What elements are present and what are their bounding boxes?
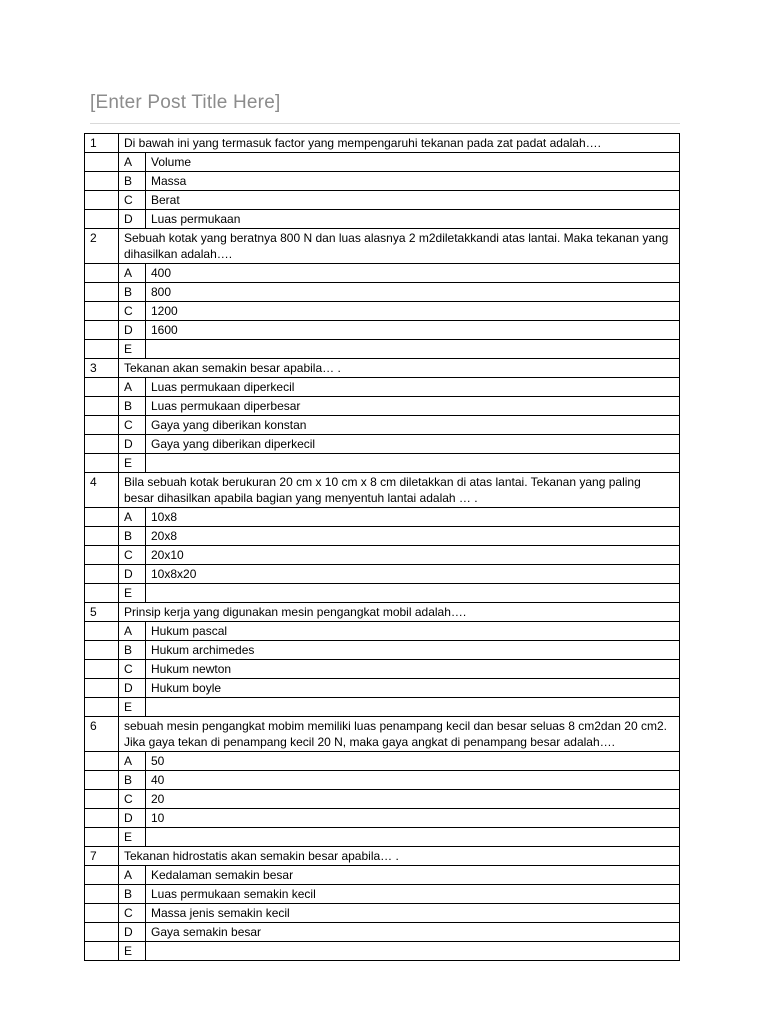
option-letter: A <box>119 752 146 771</box>
question-text: sebuah mesin pengangkat mobim memiliki luas penampang kecil dan besar seluas 8 cm2dan 20 cm2. Jika gaya tekan di penampang kecil 20 N, maka gaya angkat di penampang besar adalah…. <box>119 717 680 752</box>
question-row <box>85 359 680 378</box>
option-text: Berat <box>146 191 680 210</box>
option-letter: E <box>119 340 146 359</box>
option-letter: D <box>119 923 146 942</box>
option-text: Hukum newton <box>146 660 680 679</box>
option-spacer-cell <box>85 508 119 527</box>
option-spacer-cell <box>85 264 119 283</box>
option-row <box>85 752 680 771</box>
option-row <box>85 508 680 527</box>
option-letter: B <box>119 641 146 660</box>
option-row <box>85 622 680 641</box>
option-letter: C <box>119 790 146 809</box>
option-letter: B <box>119 771 146 790</box>
option-letter: A <box>119 508 146 527</box>
option-row <box>85 302 680 321</box>
option-row <box>85 153 680 172</box>
option-letter: B <box>119 172 146 191</box>
option-spacer-cell <box>85 809 119 828</box>
option-spacer-cell <box>85 378 119 397</box>
option-spacer-cell <box>85 923 119 942</box>
option-letter: A <box>119 378 146 397</box>
option-row <box>85 904 680 923</box>
option-letter: A <box>119 622 146 641</box>
option-spacer-cell <box>85 340 119 359</box>
option-spacer-cell <box>85 454 119 473</box>
option-text: Hukum boyle <box>146 679 680 698</box>
question-number: 1 <box>85 134 119 153</box>
option-text <box>146 584 680 603</box>
option-text: 1200 <box>146 302 680 321</box>
question-number: 5 <box>85 603 119 622</box>
option-letter: B <box>119 885 146 904</box>
option-text: 1600 <box>146 321 680 340</box>
option-letter: E <box>119 698 146 717</box>
option-text: 10x8x20 <box>146 565 680 584</box>
question-row <box>85 473 680 508</box>
option-row <box>85 264 680 283</box>
option-row <box>85 790 680 809</box>
option-letter: D <box>119 435 146 454</box>
option-text: 20x10 <box>146 546 680 565</box>
option-letter: E <box>119 942 146 961</box>
option-letter: C <box>119 302 146 321</box>
option-letter: C <box>119 416 146 435</box>
option-text: 50 <box>146 752 680 771</box>
option-spacer-cell <box>85 698 119 717</box>
option-spacer-cell <box>85 527 119 546</box>
option-spacer-cell <box>85 172 119 191</box>
question-text: Tekanan akan semakin besar apabila… . <box>119 359 680 378</box>
option-text <box>146 942 680 961</box>
option-row <box>85 435 680 454</box>
question-row <box>85 134 680 153</box>
option-text <box>146 340 680 359</box>
option-spacer-cell <box>85 942 119 961</box>
option-spacer-cell <box>85 828 119 847</box>
option-spacer-cell <box>85 302 119 321</box>
option-letter: A <box>119 153 146 172</box>
option-text: Gaya yang diberikan diperkecil <box>146 435 680 454</box>
option-text: Luas permukaan diperbesar <box>146 397 680 416</box>
option-letter: D <box>119 565 146 584</box>
option-text: 20 <box>146 790 680 809</box>
option-row <box>85 660 680 679</box>
option-text: 10x8 <box>146 508 680 527</box>
question-number: 3 <box>85 359 119 378</box>
option-letter: D <box>119 809 146 828</box>
option-row <box>85 191 680 210</box>
option-letter: C <box>119 546 146 565</box>
question-row <box>85 847 680 866</box>
option-text: Kedalaman semakin besar <box>146 866 680 885</box>
option-spacer-cell <box>85 584 119 603</box>
option-spacer-cell <box>85 885 119 904</box>
option-row <box>85 866 680 885</box>
quiz-table-body <box>85 134 680 961</box>
option-letter: A <box>119 866 146 885</box>
option-text <box>146 454 680 473</box>
option-text: 10 <box>146 809 680 828</box>
option-spacer-cell <box>85 191 119 210</box>
option-letter: D <box>119 210 146 229</box>
option-row <box>85 771 680 790</box>
question-row <box>85 717 680 752</box>
option-row <box>85 698 680 717</box>
question-number: 2 <box>85 229 119 264</box>
option-row <box>85 210 680 229</box>
option-spacer-cell <box>85 752 119 771</box>
option-text: 20x8 <box>146 527 680 546</box>
option-row <box>85 454 680 473</box>
option-spacer-cell <box>85 283 119 302</box>
question-text: Tekanan hidrostatis akan semakin besar apabila… . <box>119 847 680 866</box>
option-row <box>85 172 680 191</box>
option-letter: A <box>119 264 146 283</box>
option-spacer-cell <box>85 321 119 340</box>
page-title: [Enter Post Title Here] <box>90 92 281 113</box>
option-row <box>85 378 680 397</box>
option-letter: D <box>119 679 146 698</box>
option-row <box>85 923 680 942</box>
option-spacer-cell <box>85 397 119 416</box>
option-spacer-cell <box>85 771 119 790</box>
option-text: Gaya yang diberikan konstan <box>146 416 680 435</box>
option-letter: B <box>119 527 146 546</box>
question-number: 4 <box>85 473 119 508</box>
option-letter: D <box>119 321 146 340</box>
option-row <box>85 546 680 565</box>
option-text: Hukum pascal <box>146 622 680 641</box>
option-spacer-cell <box>85 641 119 660</box>
question-number: 6 <box>85 717 119 752</box>
question-text: Sebuah kotak yang beratnya 800 N dan luas alasnya 2 m2diletakkandi atas lantai. Maka tekanan yang dihasilkan adalah…. <box>119 229 680 264</box>
option-letter: C <box>119 191 146 210</box>
option-spacer-cell <box>85 866 119 885</box>
option-row <box>85 828 680 847</box>
question-row <box>85 603 680 622</box>
option-row <box>85 565 680 584</box>
option-text: Luas permukaan diperkecil <box>146 378 680 397</box>
option-spacer-cell <box>85 565 119 584</box>
option-spacer-cell <box>85 435 119 454</box>
option-text: Luas permukaan semakin kecil <box>146 885 680 904</box>
question-text: Prinsip kerja yang digunakan mesin pengangkat mobil adalah…. <box>119 603 680 622</box>
question-text: Bila sebuah kotak berukuran 20 cm x 10 cm x 8 cm diletakkan di atas lantai. Tekanan yang paling besar dihasilkan apabila bagian yang menyentuh lantai adalah … . <box>119 473 680 508</box>
option-spacer-cell <box>85 416 119 435</box>
option-row <box>85 527 680 546</box>
option-row <box>85 641 680 660</box>
question-number: 7 <box>85 847 119 866</box>
question-row <box>85 229 680 264</box>
option-spacer-cell <box>85 679 119 698</box>
option-letter: B <box>119 397 146 416</box>
option-row <box>85 397 680 416</box>
option-spacer-cell <box>85 904 119 923</box>
option-spacer-cell <box>85 790 119 809</box>
option-text <box>146 698 680 717</box>
option-row <box>85 809 680 828</box>
option-spacer-cell <box>85 210 119 229</box>
quiz-table <box>84 133 680 961</box>
option-text: 40 <box>146 771 680 790</box>
option-spacer-cell <box>85 546 119 565</box>
option-spacer-cell <box>85 622 119 641</box>
option-text: Hukum archimedes <box>146 641 680 660</box>
option-text: Massa <box>146 172 680 191</box>
option-row <box>85 885 680 904</box>
option-letter: E <box>119 828 146 847</box>
option-letter: C <box>119 660 146 679</box>
option-row <box>85 942 680 961</box>
option-text: Luas permukaan <box>146 210 680 229</box>
option-row <box>85 283 680 302</box>
option-text <box>146 828 680 847</box>
option-text: 400 <box>146 264 680 283</box>
option-row <box>85 321 680 340</box>
option-row <box>85 584 680 603</box>
question-text: Di bawah ini yang termasuk factor yang mempengaruhi tekanan pada zat padat adalah…. <box>119 134 680 153</box>
option-text: Gaya semakin besar <box>146 923 680 942</box>
option-text: Volume <box>146 153 680 172</box>
option-spacer-cell <box>85 153 119 172</box>
option-row <box>85 340 680 359</box>
option-letter: E <box>119 454 146 473</box>
option-letter: C <box>119 904 146 923</box>
option-letter: E <box>119 584 146 603</box>
title-divider <box>90 123 680 124</box>
option-spacer-cell <box>85 660 119 679</box>
option-row <box>85 416 680 435</box>
option-row <box>85 679 680 698</box>
option-letter: B <box>119 283 146 302</box>
option-text: Massa jenis semakin kecil <box>146 904 680 923</box>
option-text: 800 <box>146 283 680 302</box>
